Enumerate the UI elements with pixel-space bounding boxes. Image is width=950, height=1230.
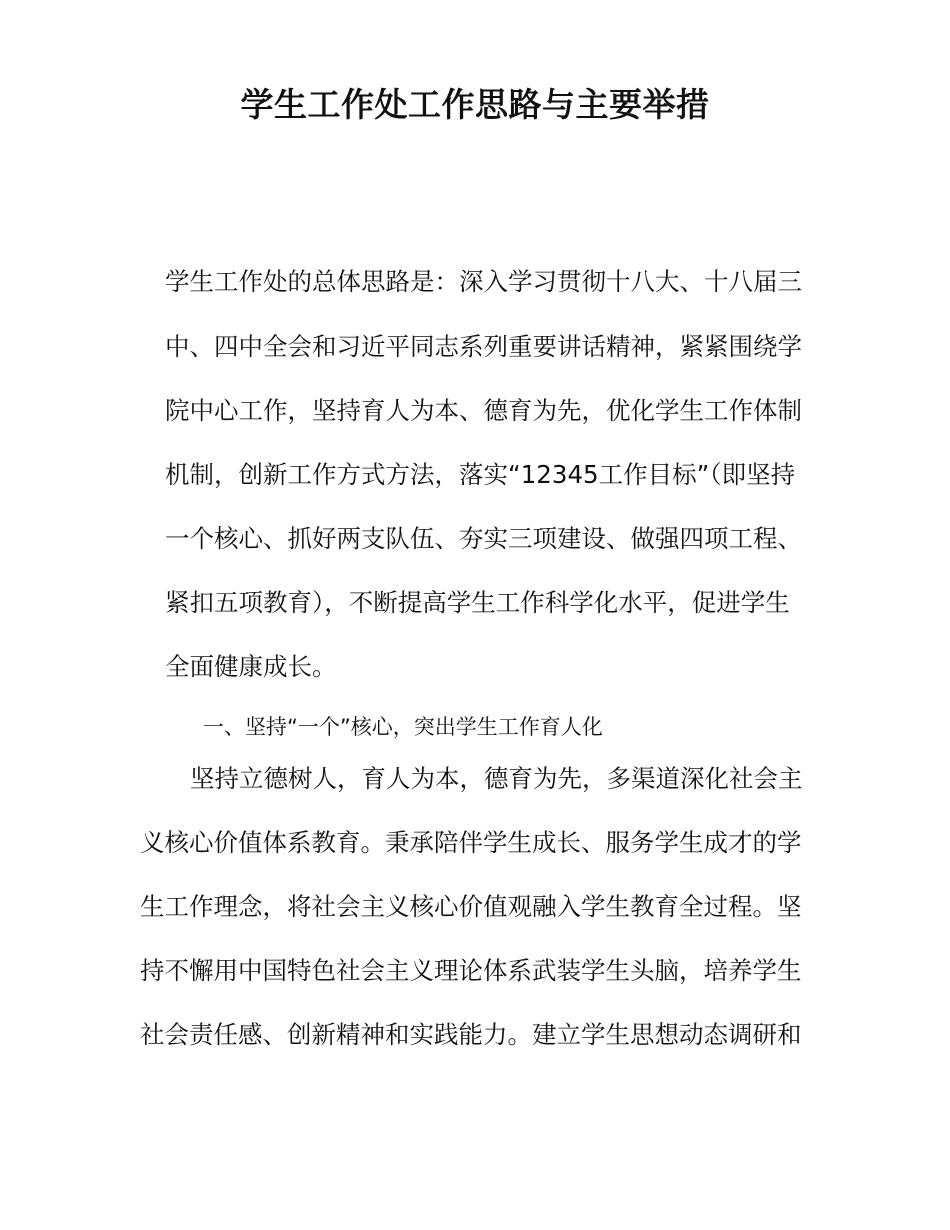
section-line-5: 社会责任感、创新精神和实践能力。建立学生思想动态调研和 <box>140 1020 802 1049</box>
intro-line-2: 中、四中全会和习近平同志系列重要讲话精神，紧紧围绕学 <box>165 332 802 361</box>
intro-line-3: 院中心工作，坚持育人为本、德育为先，优化学生工作体制 <box>165 396 802 425</box>
section-heading: 一、坚持“一个”核心，突出学生工作育人化 <box>203 715 603 739</box>
document-title: 学生工作处工作思路与主要举措 <box>240 85 710 124</box>
section-line-1: 坚持立德树人，育人为本，德育为先，多渠道深化社会主 <box>190 764 803 793</box>
intro-line-5: 一个核心、抓好两支队伍、夯实三项建设、做强四项工程、 <box>165 524 802 553</box>
section-line-3: 生工作理念，将社会主义核心价值观融入学生教育全过程。坚 <box>140 892 802 921</box>
intro-line-4: 机制，创新工作方式方法，落实“12345工作目标”（即坚持 <box>165 460 796 489</box>
section-line-2: 义核心价值体系教育。秉承陪伴学生成长、服务学生成才的学 <box>140 828 802 857</box>
intro-line-6: 紧扣五项教育），不断提高学生工作科学化水平，促进学生 <box>165 588 790 617</box>
intro-line-1: 学生工作处的总体思路是：深入学习贯彻十八大、十八届三 <box>165 267 802 296</box>
section-line-4: 持不懈用中国特色社会主义理论体系武装学生头脑，培养学生 <box>140 956 802 985</box>
intro-line-7: 全面健康成长。 <box>165 652 337 681</box>
